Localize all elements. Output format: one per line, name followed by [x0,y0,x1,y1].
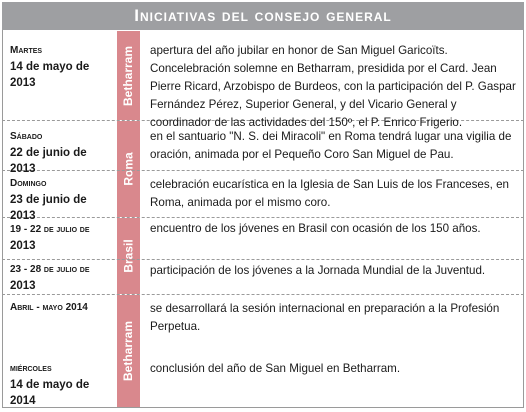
event-date [10,262,114,294]
place-band-betharram [117,31,140,120]
frame-left [2,30,3,408]
place-band-roma [117,121,140,217]
place-band-label: Betharram [121,45,136,106]
event-date [10,129,114,177]
place-band-brasil [117,218,140,294]
event-day: miércoles [10,363,52,374]
event-date-full: 14 de mayo de 2013 [10,61,90,89]
table-header [2,2,524,30]
event-day: Abril - mayo 2014 [10,302,88,313]
event-day: 23 - 28 de julio de [10,264,90,275]
row-separator [2,259,524,260]
event-date-full: 2013 [10,240,36,252]
event-day: Martes [10,45,43,56]
event-date [10,43,114,91]
event-description: participación de los jóvenes a la Jornada Mundial de la Juventud. [150,264,486,277]
event-date [10,222,114,254]
frame-right [523,30,524,408]
place-band-label: Brasil [121,239,136,273]
event-day: Sábado [10,131,43,142]
event-description: en el santuario "N. S. dei Miracoli" en Roma tendrá lugar una vigilia de oración, animada por el Pequeño Coro San Miguel de Pau. [150,130,512,161]
place-band-label: Betharram [121,320,136,382]
event-description: conclusión del año de San Miguel en Betharram. [150,362,401,375]
event-date-full: 22 de junio de 2013 [10,147,87,175]
row-separator [2,294,524,295]
place-band-betharram-2 [117,295,140,407]
event-date-full: 2013 [10,280,36,292]
event-description: celebración eucarística en la Iglesia de San Luis de los Franceses, en Roma, animada por el mismo coro. [150,178,509,209]
event-date-full: 14 de mayo de 2014 [10,379,90,407]
event-description: apertura del año jubilar en honor de San Miguel Garicoïts. Concelebración solemne en Betharram, presidida por el Card. Jean Pierre Ricard, Arzobispo de Burdeos, con la participación del P. Gaspar Fernández Pérez, Superior General, y del Vicario General y coordinador de las actividades del 150º, el P. Enrico Frigerio. [150,44,516,129]
event-day: 19 - 22 de julio de [10,224,90,235]
event-description: se desarrollará la sesión internacional en preparación a la Profesión Perpetua. [150,302,500,333]
table-title: Iniciativas del consejo general [134,6,392,25]
event-date [10,361,114,409]
event-day: Domingo [10,178,47,189]
event-description: encuentro de los jóvenes en Brasil con ocasión de los 150 años. [150,222,481,235]
event-date [10,300,114,316]
event-date-full: 23 de junio de 2013 [10,194,87,222]
event-date [10,176,114,224]
place-band-label: Roma [121,152,136,186]
